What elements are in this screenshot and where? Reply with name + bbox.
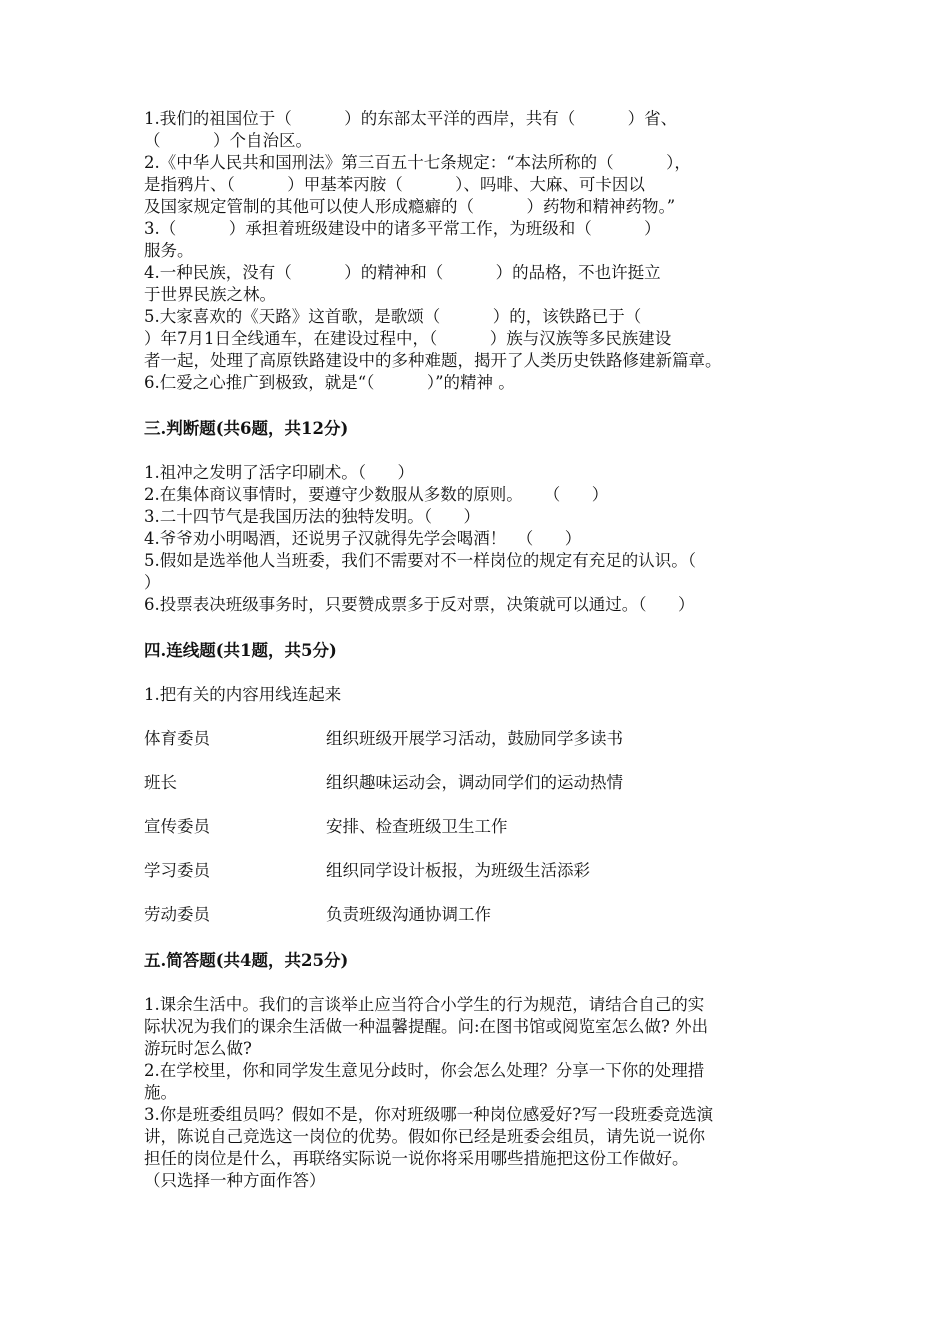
question-line: 施。 bbox=[144, 1083, 177, 1102]
text-line: 者一起，处理了高原铁路建设中的多种难题，揭开了人类历史铁路修建新篇章。 bbox=[144, 351, 722, 370]
question-line: ） bbox=[144, 573, 161, 592]
text-line: 6.仁爱之心推广到极致，就是“（ ）”的精神 。 bbox=[144, 373, 515, 392]
question-line: 际状况为我们的课余生活做一种温馨提醒。问:在图书馆或阅览室怎么做? 外出 bbox=[144, 1017, 709, 1036]
text-line: ）年7月1日全线通车，在建设过程中，（ ）族与汉族等多民族建设 bbox=[144, 329, 672, 348]
match-right-item: 安排、检查班级卫生工作 bbox=[326, 817, 508, 836]
fill-blank-section bbox=[144, 108, 810, 394]
text-line: 及国家规定管制的其他可以使人形成瘾癖的（ ）药物和精神药物。” bbox=[144, 197, 676, 216]
exam-page bbox=[144, 108, 810, 1192]
text-line: （ ）个自治区。 bbox=[144, 131, 312, 150]
question-line: 2.在集体商议事情时，要遵守少数服从多数的原则。 （ ） bbox=[144, 485, 609, 504]
question-line: 1.祖冲之发明了活字印刷术。（ ） bbox=[144, 463, 414, 482]
match-left-item: 劳动委员 bbox=[144, 905, 210, 924]
match-row bbox=[144, 860, 810, 882]
match-left-item: 体育委员 bbox=[144, 729, 210, 748]
match-right-item: 组织班级开展学习活动，鼓励同学多读书 bbox=[326, 729, 623, 748]
match-right-item: 组织同学设计板报，为班级生活添彩 bbox=[326, 861, 590, 880]
question-line: 游玩时怎么做? bbox=[144, 1039, 252, 1058]
question-line: 2.在学校里，你和同学发生意见分歧时，你会怎么处理？分享一下你的处理措 bbox=[144, 1061, 705, 1080]
match-left-item: 班长 bbox=[144, 773, 177, 792]
match-row bbox=[144, 904, 810, 926]
question-line: （只选择一种方面作答） bbox=[144, 1171, 326, 1190]
section-heading: 五.简答题(共4题，共25分) bbox=[144, 951, 349, 970]
match-row bbox=[144, 772, 810, 794]
question-line: 3.二十四节气是我国历法的独特发明。（ ） bbox=[144, 507, 480, 526]
true-false-section bbox=[144, 418, 810, 616]
text-line: 1.我们的祖国位于（ ）的东部太平洋的西岸，共有（ ）省、 bbox=[144, 109, 678, 128]
text-line: 3.（ ）承担着班级建设中的诸多平常工作，为班级和（ ） bbox=[144, 219, 661, 238]
question-line: 1.课余生活中。我们的言谈举止应当符合小学生的行为规范，请结合自己的实 bbox=[144, 995, 705, 1014]
match-left-item: 宣传委员 bbox=[144, 817, 210, 836]
text-line: 2.《中华人民共和国刑法》第三百五十七条规定：“本法所称的（ ）， bbox=[144, 153, 691, 172]
question-line: 3.你是班委组员吗？假如不是，你对班级哪一种岗位感爱好?写一段班委竞选演 bbox=[144, 1105, 714, 1124]
question-line: 6.投票表决班级事务时，只要赞成票多于反对票，决策就可以通过。（ ） bbox=[144, 595, 695, 614]
text-line: 服务。 bbox=[144, 241, 194, 260]
question-line: 讲，陈说自己竞选这一岗位的优势。假如你已经是班委会组员，请先说一说你 bbox=[144, 1127, 705, 1146]
text-line: 于世界民族之林。 bbox=[144, 285, 276, 304]
question-line: 担任的岗位是什么，再联络实际说一说你将采用哪些措施把这份工作做好。 bbox=[144, 1149, 689, 1168]
text-line: 4.一种民族，没有（ ）的精神和（ ）的品格，不也许挺立 bbox=[144, 263, 661, 282]
short-answer-section bbox=[144, 950, 810, 1192]
text-line: 5.大家喜欢的《天路》这首歌，是歌颂（ ）的，该铁路已于（ bbox=[144, 307, 642, 326]
match-right-item: 负责班级沟通协调工作 bbox=[326, 905, 491, 924]
question-line: 5.假如是选举他人当班委，我们不需要对不一样岗位的规定有充足的认识。（ bbox=[144, 551, 696, 570]
text-line: 是指鸦片、（ ）甲基苯丙胺（ ）、吗啡、大麻、可卡因以 bbox=[144, 175, 645, 194]
match-row bbox=[144, 816, 810, 838]
question-line: 4.爷爷劝小明喝酒，还说男子汉就得先学会喝酒！ （ ） bbox=[144, 529, 582, 548]
section-heading: 四.连线题(共1题，共5分) bbox=[144, 641, 337, 660]
match-right-item: 组织趣味运动会，调动同学们的运动热情 bbox=[326, 773, 623, 792]
matching-section bbox=[144, 640, 810, 926]
match-row bbox=[144, 728, 810, 750]
section-heading: 三.判断题(共6题，共12分) bbox=[144, 419, 349, 438]
instruction: 1.把有关的内容用线连起来 bbox=[144, 685, 342, 704]
match-left-item: 学习委员 bbox=[144, 861, 210, 880]
